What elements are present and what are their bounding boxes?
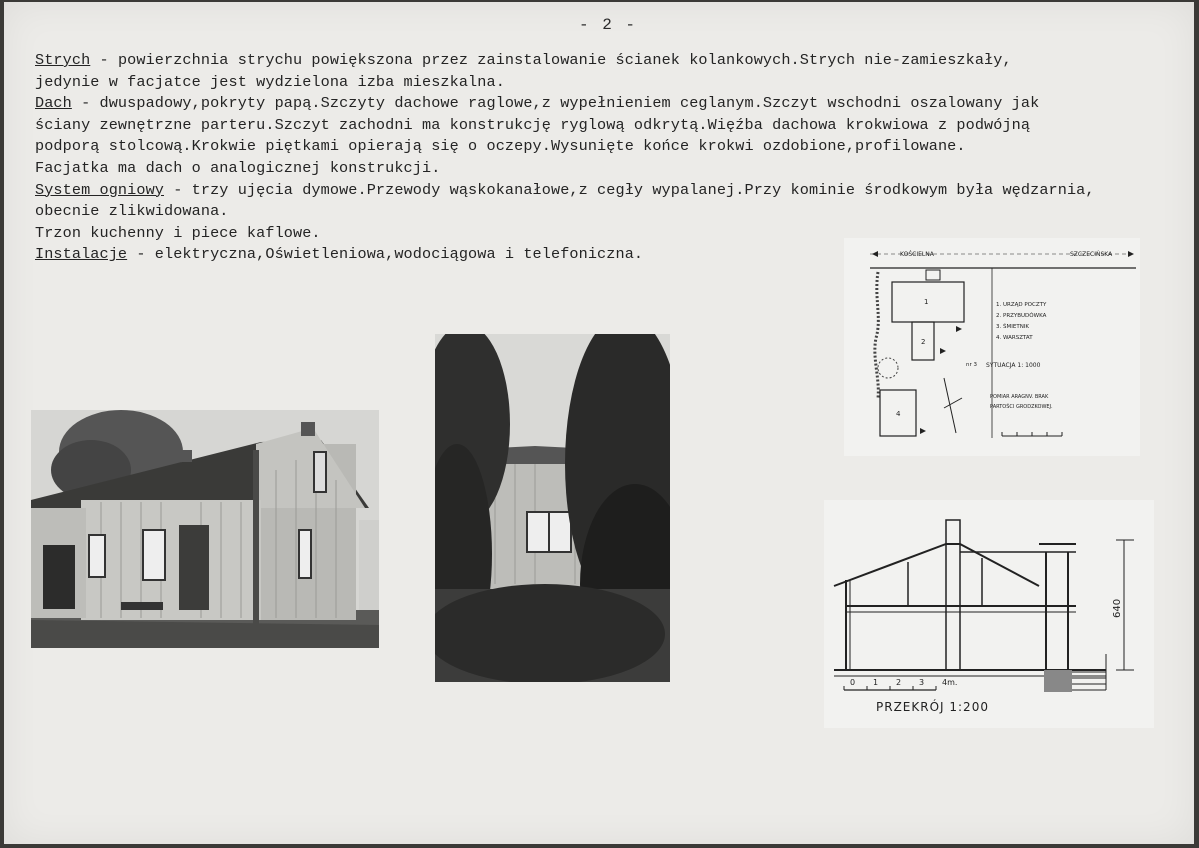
line-text: podporą stolcową.Krokwie piętkami opierają się o oczepy.Wysunięte końce krokwi ozdobione,profilowane. <box>35 137 966 156</box>
building-4-label: 4 <box>896 410 901 418</box>
cross-section-drawing <box>824 500 1154 728</box>
scale-label: 1 <box>873 678 879 687</box>
text-line <box>35 158 1195 180</box>
scale-label: 4m. <box>942 678 958 687</box>
line-text: - dwuspadowy,pokryty papą.Szczyty dachowe raglowe,z wypełnieniem ceglanym.Szczyt wschodni oszalowany jak <box>71 94 1040 113</box>
line-text: Trzon kuchenny i piece kaflowe. <box>35 223 321 242</box>
legend-item: 4. WARSZTAT <box>996 335 1033 341</box>
text-line <box>35 93 1195 115</box>
legend-item: 3. ŚMIETNIK <box>996 324 1030 330</box>
page-number: - 2 - <box>579 16 638 34</box>
text-line <box>35 50 1195 72</box>
legend-item: 2. PRZYBUDÓWKA <box>996 313 1047 319</box>
line-text: ściany zewnętrzne parteru.Szczyt zachodni ma konstrukcję ryglową odkrytą.Więźba dachowa krokwiowa z podwójną <box>35 115 1031 134</box>
house-garden-photo <box>435 334 670 682</box>
text-line <box>35 136 1195 158</box>
body-text <box>35 50 1195 266</box>
line-text: Facjatka ma dach o analogicznej konstrukcji. <box>35 158 441 177</box>
scale-label: 2 <box>896 678 902 687</box>
text-line <box>35 72 1195 94</box>
plan-note: PARTOŚCI GRODZKOWEJ. <box>990 404 1053 410</box>
side-label: nr 3 <box>966 362 977 368</box>
section-title: PRZEKRÓJ 1:200 <box>876 700 989 714</box>
situation-scale: SYTUACJA 1: 1000 <box>986 362 1041 369</box>
legend-item: 1. URZĄD POCZTY <box>996 302 1047 308</box>
line-text: - powierzchnia strychu powiększona przez zainstalowanie ścianek kolankowych.Strych nie-zamieszkały, <box>90 51 1012 69</box>
height-dimension: 640 <box>1112 598 1123 618</box>
building-1-label: 1 <box>924 298 929 306</box>
line-text: - trzy ujęcia dymowe.Przewody wąskokanałowe,z cegły wypalanej.Przy kominie środkowym była wędzarnia, <box>164 180 1095 199</box>
line-text: obecnie zlikwidowana. <box>35 202 229 221</box>
text-line <box>35 115 1195 137</box>
heading-strych: Strych <box>35 51 91 69</box>
text-line <box>35 201 1195 223</box>
heading-dach: Dach <box>35 94 72 113</box>
road-label-left: KOŚCIELNA <box>900 251 934 258</box>
site-plan-drawing <box>844 238 1140 456</box>
house-front-photo <box>31 410 379 648</box>
heading-system-ogniowy: System ogniowy <box>35 180 164 199</box>
line-text: jedynie w facjatce jest wydzielona izba mieszkalna. <box>35 72 505 91</box>
building-2-label: 2 <box>921 338 926 346</box>
road-label-right: SZCZECIŃSKA <box>1070 251 1113 258</box>
heading-instalacje: Instalacje <box>35 245 128 264</box>
line-text: - elektryczna,Oświetleniowa,wodociągowa i telefoniczna. <box>127 245 644 264</box>
text-line <box>35 180 1195 202</box>
scale-label: 3 <box>919 678 925 687</box>
document-page <box>4 2 1194 844</box>
scale-label: 0 <box>850 678 856 687</box>
plan-note: POMIAR ARAGNV. BRAK <box>990 394 1049 400</box>
